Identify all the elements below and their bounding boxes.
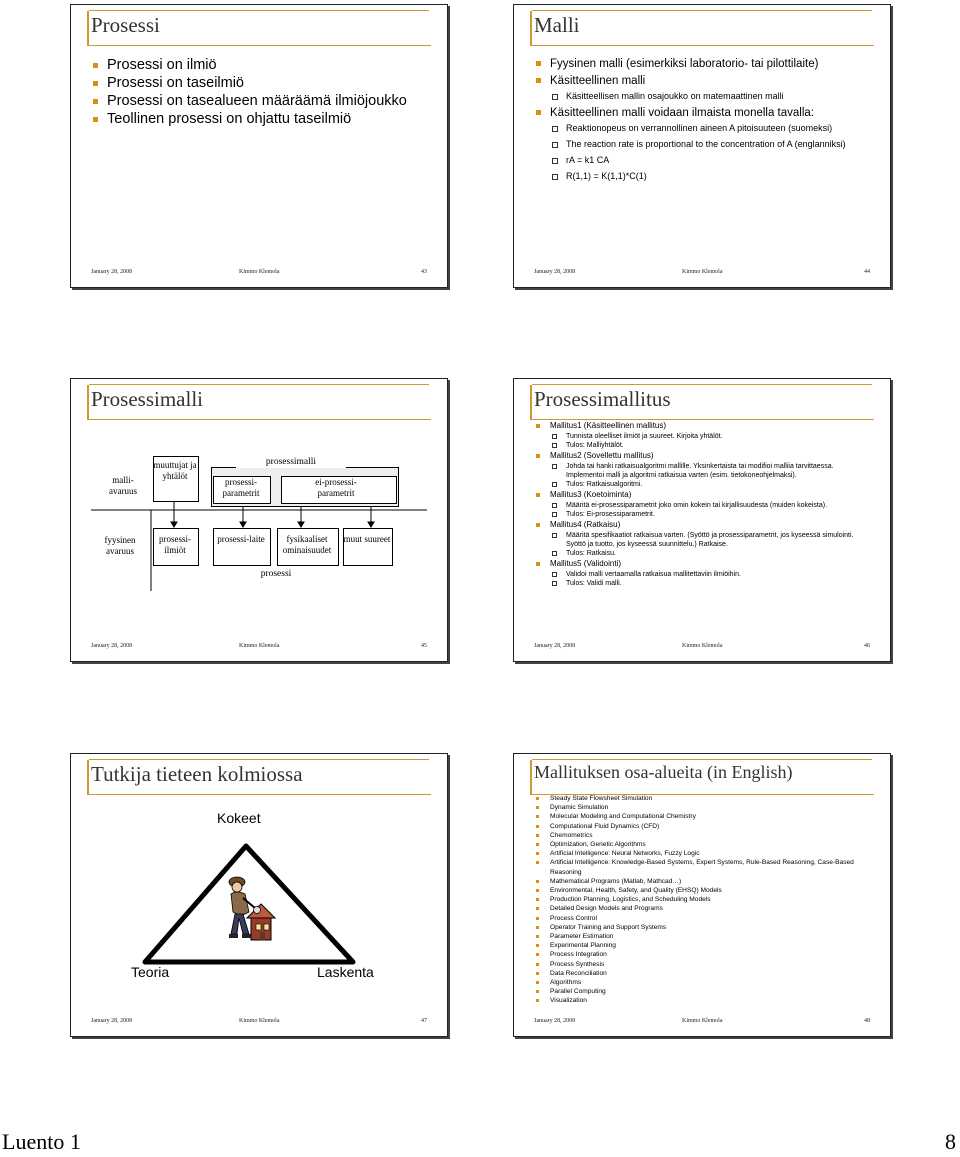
page-number: 8 — [945, 1129, 956, 1154]
bullet-item: Process Integration — [536, 950, 871, 959]
slide-title: Prosessimalli — [91, 387, 204, 411]
bullet-item — [536, 106, 876, 183]
bullet-list — [536, 421, 866, 589]
bullet-item: Dynamic Simulation — [536, 803, 871, 812]
slide-number: 43 — [421, 269, 427, 275]
bullet-list — [536, 57, 876, 186]
slide-title: Tutkija tieteen kolmiossa — [91, 762, 303, 786]
page-footer-title: Luento 1 — [2, 1129, 81, 1154]
sub-item: Johda tai hanki ratkaisualgoritmi mallille. Yksinkertaista tai modifioi malliia tarvittaessa. Implementoi malli ja algoritmi ratkaisua varten (esim. tietokoneohjelmaksi). — [552, 462, 866, 480]
bullet-list — [93, 57, 407, 129]
footer-author: Kimmo Klemola — [682, 269, 723, 275]
slide-number: 45 — [421, 643, 427, 649]
bullet-item: Process Synthesis — [536, 960, 871, 969]
sub-item: Reaktionopeus on verrannollinen aineen A pitoisuuteen (suomeksi) — [552, 122, 876, 135]
slide-footer — [71, 269, 447, 281]
bullet-item: Algorithms — [536, 978, 871, 987]
group-label-prosessi: prosessi — [260, 569, 292, 579]
vertex-label-teoria: Teoria — [131, 964, 170, 980]
slide-number: 47 — [421, 1018, 427, 1024]
slide-footer — [514, 269, 890, 281]
box-prosessilaite-label: prosessi-laite — [217, 534, 265, 544]
sub-list — [550, 531, 866, 558]
bullet-item: Parallel Computing — [536, 987, 871, 996]
bullet-item: Steady State Flowsheet Simulation — [536, 794, 871, 803]
bullet-item — [536, 451, 866, 489]
bullet-item: Prosessi on taseilmiö — [93, 75, 407, 92]
vertex-label-laskenta: Laskenta — [317, 964, 374, 980]
bullet-item: Optimization, Genetic Algorithms — [536, 840, 871, 849]
sub-list — [550, 570, 866, 588]
bullet-item: Production Planning, Logistics, and Scheduling Models — [536, 895, 871, 904]
slide-title: Mallituksen osa-alueita (in English) — [534, 762, 793, 782]
bullet-item — [536, 520, 866, 558]
sub-list — [550, 122, 876, 183]
bullet-item: Experimental Planning — [536, 941, 871, 950]
slide-48 — [513, 753, 891, 1037]
box-fysikaaliset-label: fysikaaliset ominaisuudet — [282, 534, 332, 555]
vertex-label-kokeet: Kokeet — [217, 810, 261, 826]
sub-item: Määritä spesifikaatiot ratkaisua varten. (Syöttö ja prosessiparametrit, jos kyseessä simulointi. Syöttö ja tuotto, jos kyseessä suunnittelu.) Ratkaise. — [552, 531, 866, 549]
bullet-item — [536, 74, 876, 103]
slide-footer — [71, 643, 447, 655]
sub-item: R(1,1) = K(1,1)*C(1) — [552, 170, 876, 183]
bullet-item — [536, 421, 866, 450]
sub-list — [550, 501, 866, 519]
bullet-text: Mallitus1 (Käsitteellinen mallitus) — [550, 421, 667, 430]
bullet-item: Prosessi on ilmiö — [93, 57, 407, 74]
sub-item: Käsitteellisen mallin osajoukko on matemaattinen malli — [552, 90, 876, 103]
bullet-item: Data Reconciliation — [536, 969, 871, 978]
bullet-item: Parameter Estimation — [536, 932, 871, 941]
sub-item: Määritä ei-prosessiparametrit joko omin kokein tai kirjallisuudesta (muiden kokeista). — [552, 501, 866, 510]
box-muuttujat-label: muuttujat ja yhtälöt — [153, 460, 197, 481]
bullet-text: Fyysinen malli (esimerkiksi laboratorio- tai pilottilaite) — [550, 58, 819, 70]
bullet-item: Detailed Design Models and Programs — [536, 904, 871, 913]
footer-author: Kimmo Klemola — [239, 643, 280, 649]
sub-item: rA = k1 CA — [552, 154, 876, 167]
sub-item: The reaction rate is proportional to the concentration of A (englanniksi) — [552, 138, 876, 151]
slide-footer — [71, 1018, 447, 1030]
slide-45 — [70, 378, 448, 662]
bullet-item: Artificial Intelligence: Knowledge-Based Systems, Expert Systems, Rule-Based Reasoning, Case-Based Reasoning — [536, 858, 871, 876]
sub-list — [550, 90, 876, 103]
diagram-lines — [71, 379, 447, 661]
box-prosessiparametrit-label: prosessi-parametrit — [222, 477, 260, 498]
slide-title: Prosessi — [91, 13, 160, 37]
sub-item: Tunnista oleelliset ilmiöt ja suureet. Kirjoita yhtälöt. — [552, 432, 866, 441]
slide-footer — [514, 1018, 890, 1030]
footer-author: Kimmo Klemola — [239, 1018, 280, 1024]
bullet-text: Mallitus2 (Sovellettu mallitus) — [550, 451, 654, 460]
researcher-icon — [221, 872, 279, 950]
bullet-item: Chemometrics — [536, 831, 871, 840]
box-prosessi-ilmiot-label: prosessi-ilmiöt — [159, 534, 191, 555]
bullet-text: Käsitteellinen malli voidaan ilmaista monella tavalla: — [550, 107, 814, 119]
slide-title: Malli — [534, 13, 580, 37]
bullet-text: Mallitus3 (Koetoiminta) — [550, 490, 632, 499]
sub-item: Tulos: Validi malli. — [552, 579, 866, 588]
slide-44 — [513, 4, 891, 288]
bullet-text: Mallitus4 (Ratkaisu) — [550, 520, 621, 529]
box-ei-prosessiparametrit-label: ei-prosessi-parametrit — [315, 477, 357, 498]
sub-item: Validoi malli vertaamalla ratkaisua mallitettaviin ilmiöihin. — [552, 570, 866, 579]
footer-date: January 28, 2008 — [534, 269, 576, 275]
slide-number: 48 — [864, 1018, 870, 1024]
bullet-item — [536, 490, 866, 519]
footer-author: Kimmo Klemola — [682, 643, 723, 649]
slide-title: Prosessimallitus — [534, 387, 671, 411]
slide-footer — [514, 643, 890, 655]
bullet-item: Molecular Modeling and Computational Chemistry — [536, 812, 871, 821]
sub-list — [550, 462, 866, 489]
slide-43 — [70, 4, 448, 288]
sub-item: Tulos: Ei-prosessiparametrit. — [552, 510, 866, 519]
sub-list — [550, 432, 866, 450]
row-label-physical-space: fyysinen avaruus — [104, 535, 136, 556]
bullet-item: Process Control — [536, 914, 871, 923]
slide-47 — [70, 753, 448, 1037]
footer-author: Kimmo Klemola — [239, 269, 280, 275]
sub-item: Tulos: Ratkaisu. — [552, 549, 866, 558]
title-rule — [530, 11, 874, 46]
footer-date: January 28, 2008 — [91, 269, 133, 275]
slide-46 — [513, 378, 891, 662]
bullet-item: Prosessi on tasealueen määräämä ilmiöjoukko — [93, 93, 407, 110]
footer-date: January 28, 2008 — [534, 643, 576, 649]
group-label-prosessimalli: prosessimalli — [236, 457, 346, 468]
footer-date: January 28, 2008 — [91, 1018, 133, 1024]
box-muut-suureet-label: muut suureet — [343, 534, 391, 544]
slide-number: 46 — [864, 643, 870, 649]
footer-author: Kimmo Klemola — [682, 1018, 723, 1024]
bullet-item: Teollinen prosessi on ohjattu taseilmiö — [93, 111, 407, 128]
bullet-list — [536, 794, 871, 1006]
sub-item: Tulos: Malliyhtälöt. — [552, 441, 866, 450]
bullet-item: Visualization — [536, 996, 871, 1005]
bullet-text: Käsitteellinen malli — [550, 75, 646, 87]
footer-date: January 28, 2008 — [534, 1018, 576, 1024]
sub-item: Tulos: Ratkaisualgoritmi. — [552, 480, 866, 489]
bullet-item: Artificial Intelligence: Neural Networks, Fuzzy Logic — [536, 849, 871, 858]
bullet-item: Mathematical Programs (Matlab, Mathcad…) — [536, 877, 871, 886]
footer-date: January 28, 2008 — [91, 643, 133, 649]
bullet-item: Computational Fluid Dynamics (CFD) — [536, 822, 871, 831]
bullet-item: Environmental, Health, Safety, and Quality (EHSQ) Models — [536, 886, 871, 895]
bullet-item — [536, 559, 866, 588]
bullet-item: Operator Training and Support Systems — [536, 923, 871, 932]
bullet-item — [536, 57, 876, 71]
row-label-model-space: malli-avaruus — [109, 475, 137, 496]
bullet-text: Mallitus5 (Validointi) — [550, 559, 621, 568]
slide-number: 44 — [864, 269, 870, 275]
